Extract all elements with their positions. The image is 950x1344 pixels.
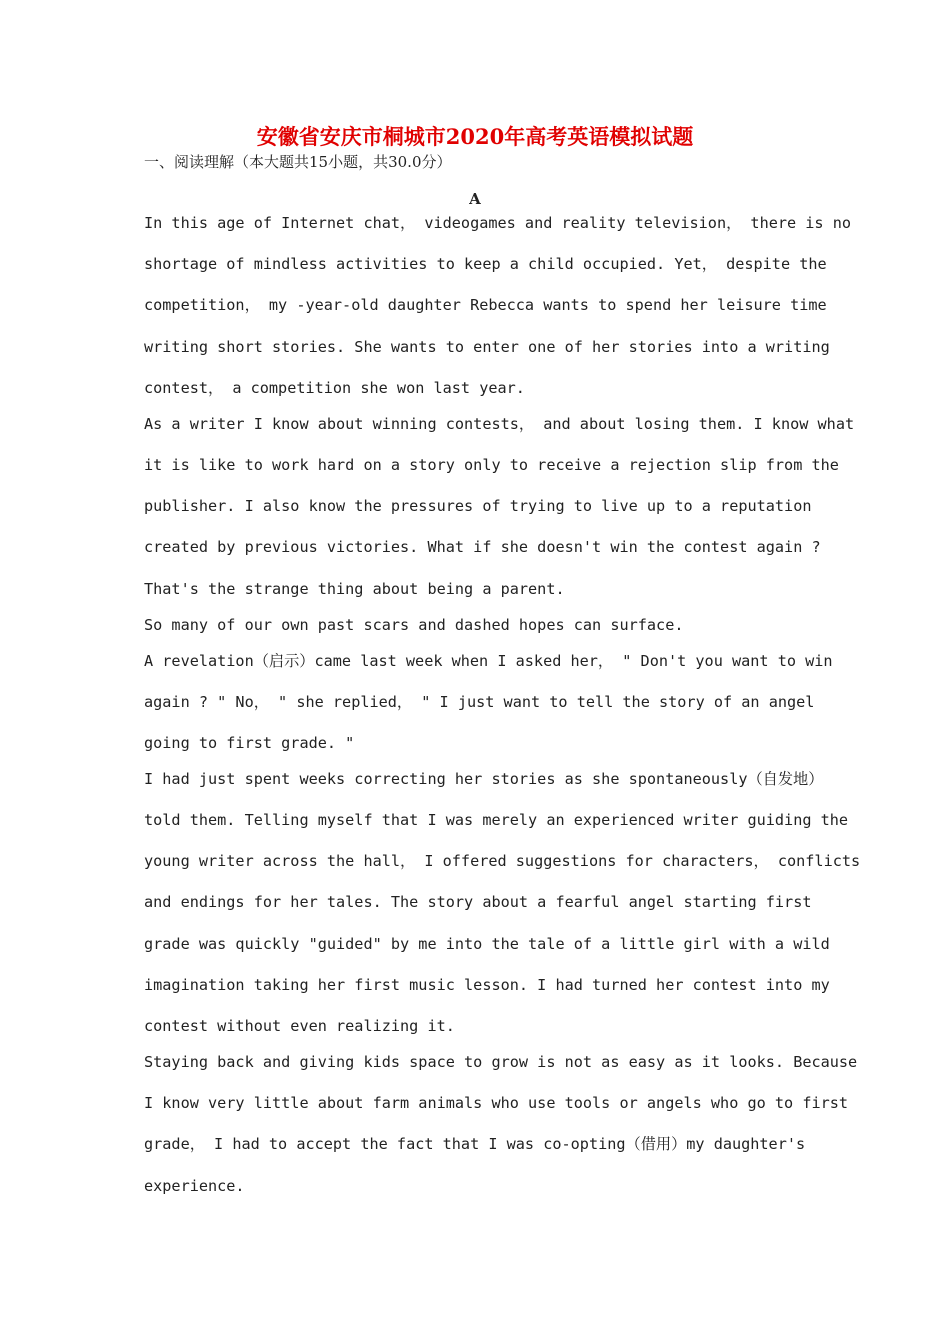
paragraph-line: As a writer I know about winning contests， and about losing them. I know what	[144, 414, 855, 433]
paragraph-line: That's the strange thing about being a parent.	[144, 579, 565, 598]
paragraph-line: I know very little about farm animals who use tools or angels who go to first	[144, 1094, 849, 1113]
paragraph	[144, 1044, 858, 1204]
section-heading: 一、阅读理解（本大题共15小题，共30.0分）	[144, 153, 452, 171]
paragraph-line: and endings for her tales. The story about a fearful angel starting first	[144, 893, 812, 912]
paragraph-line: going to first grade. "	[144, 733, 355, 752]
document-title: 安徽省安庆市桐城市2020年高考英语模拟试题	[256, 124, 694, 149]
paragraph	[144, 607, 824, 643]
paragraph-line: In this age of Internet chat， videogames and reality television， there is no	[144, 214, 852, 232]
paragraph-line: competition， my -year-old daughter Rebecca wants to spend her leisure time	[144, 296, 827, 315]
passage-label: A	[469, 190, 481, 208]
paragraph-line: grade was quickly "guided" by me into the tale of a little girl with a wild	[144, 934, 830, 953]
paragraph-line: shortage of mindless activities to keep a child occupied. Yet， despite the	[144, 255, 827, 274]
paragraph-line: publisher. I also know the pressures of trying to live up to a reputation	[144, 497, 812, 516]
paragraph	[144, 761, 861, 1044]
paragraph-line: it is like to work hard on a story only to receive a rejection slip from the	[144, 455, 839, 474]
paragraph-line: again ? " No， " she replied， " I just want to tell the story of an angel	[144, 692, 815, 711]
paragraph-line: writing short stories. She wants to enter one of her stories into a writing	[144, 337, 830, 356]
paragraph-line: young writer across the hall， I offered suggestions for characters， conflicts	[144, 852, 861, 871]
paragraph-line: Staying back and giving kids space to grow is not as easy as it looks. Because	[144, 1053, 858, 1071]
paragraph	[144, 406, 855, 607]
paragraph-line: contest， a competition she won last year.	[144, 378, 525, 397]
paragraph-line: I had just spent weeks correcting her stories as she spontaneously（自发地）	[144, 769, 824, 788]
paragraph-line: experience.	[144, 1176, 245, 1195]
paragraph-line: created by previous victories. What if she doesn't win the contest again ?	[144, 538, 821, 557]
paragraph-line: grade， I had to accept the fact that I was co-opting（借用）my daughter's	[144, 1135, 806, 1154]
paragraph-line: So many of our own past scars and dashed hopes can surface.	[144, 615, 684, 634]
paragraph	[144, 643, 833, 761]
paragraph-line: A revelation（启示）came last week when I asked her， " Don't you want to win	[144, 651, 833, 670]
paragraph-line: contest without even realizing it.	[144, 1017, 455, 1035]
passage-body	[144, 205, 861, 1204]
paragraph-line: told them. Telling myself that I was merely an experienced writer guiding the	[144, 811, 849, 830]
paragraph-line: imagination taking her first music lesson. I had turned her contest into my	[144, 975, 830, 994]
paragraph	[144, 205, 852, 406]
